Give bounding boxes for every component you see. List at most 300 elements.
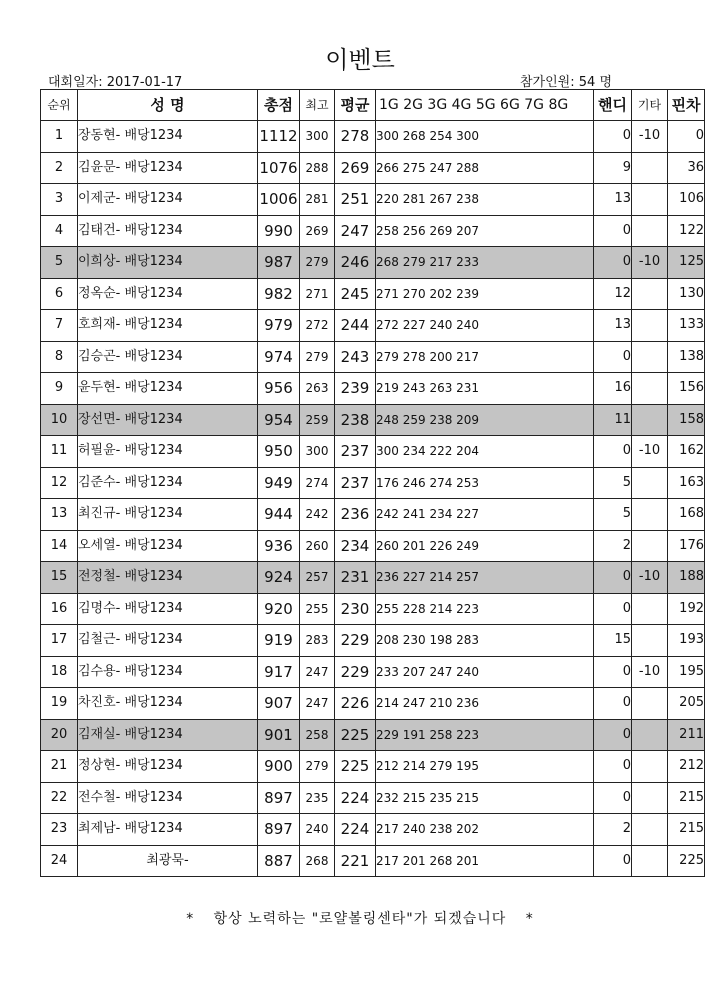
player-club: 배당1234: [124, 789, 183, 805]
player-club: 배당1234: [124, 821, 183, 837]
row-high-score: 263: [300, 373, 335, 405]
row-pin-diff: 205: [668, 688, 705, 720]
row-average: 247: [335, 215, 376, 247]
row-pin-diff: 106: [668, 184, 705, 216]
row-pin-diff: 125: [668, 247, 705, 279]
row-name: [78, 121, 258, 153]
row-rank: 3: [41, 184, 78, 216]
row-handicap: 5: [594, 499, 632, 531]
player-club: 배당1234: [124, 600, 183, 616]
row-high-score: 269: [300, 215, 335, 247]
player-name: 김수용-: [78, 663, 121, 679]
row-high-score: 271: [300, 278, 335, 310]
player-name: 오세열-: [78, 537, 121, 553]
row-average: 236: [335, 499, 376, 531]
row-total: 956: [258, 373, 300, 405]
row-high-score: 288: [300, 152, 335, 184]
col-handi-header: 핸디: [594, 90, 632, 121]
row-average: 251: [335, 184, 376, 216]
results-body: [41, 121, 705, 877]
row-game-scores: 233 207 247 240: [376, 656, 594, 688]
row-average: 234: [335, 530, 376, 562]
row-name: [78, 530, 258, 562]
row-average: 246: [335, 247, 376, 279]
row-name: [78, 656, 258, 688]
row-name: [78, 625, 258, 657]
row-game-scores: 232 215 235 215: [376, 782, 594, 814]
row-high-score: 268: [300, 845, 335, 877]
row-high-score: 247: [300, 656, 335, 688]
row-pin-diff: 158: [668, 404, 705, 436]
row-average: 243: [335, 341, 376, 373]
col-rank-header: 순위: [41, 90, 78, 121]
player-name: 김준수-: [78, 474, 121, 490]
row-pin-diff: 156: [668, 373, 705, 405]
row-etc: [632, 751, 668, 783]
table-header-row: [41, 90, 705, 121]
row-game-scores: 229 191 258 223: [376, 719, 594, 751]
row-handicap: 15: [594, 625, 632, 657]
row-handicap: 13: [594, 184, 632, 216]
row-etc: -10: [632, 562, 668, 594]
player-name: 이제군-: [78, 191, 121, 207]
table-row: [41, 152, 705, 184]
row-game-scores: 255 228 214 223: [376, 593, 594, 625]
row-etc: -10: [632, 121, 668, 153]
row-game-scores: 279 278 200 217: [376, 341, 594, 373]
row-average: 224: [335, 814, 376, 846]
row-high-score: 279: [300, 751, 335, 783]
page-title: 이벤트: [325, 46, 395, 74]
event-date-value: 2017-01-17: [106, 75, 183, 90]
footer-star-left: *: [186, 911, 195, 927]
player-name: 김철근-: [78, 632, 121, 648]
player-name: 윤두현-: [78, 380, 121, 396]
row-rank: 19: [41, 688, 78, 720]
table-row: [41, 184, 705, 216]
row-name: [78, 184, 258, 216]
player-name: 호희재-: [78, 317, 121, 333]
row-rank: 5: [41, 247, 78, 279]
row-rank: 22: [41, 782, 78, 814]
row-average: 229: [335, 656, 376, 688]
player-club: 배당1234: [124, 695, 183, 711]
player-club: 배당1234: [124, 254, 183, 270]
row-name: [78, 688, 258, 720]
row-average: 225: [335, 719, 376, 751]
player-name: 김승곤-: [78, 348, 121, 364]
col-diff-header: 핀차: [668, 90, 705, 121]
row-etc: [632, 404, 668, 436]
table-row: [41, 247, 705, 279]
row-name: [78, 499, 258, 531]
row-pin-diff: 176: [668, 530, 705, 562]
row-rank: 9: [41, 373, 78, 405]
player-name: 전수철-: [78, 789, 121, 805]
col-high-header: 최고: [300, 90, 335, 121]
row-rank: 12: [41, 467, 78, 499]
row-average: 226: [335, 688, 376, 720]
row-etc: [632, 278, 668, 310]
col-games-header: 1G 2G 3G 4G 5G 6G 7G 8G: [376, 90, 594, 121]
row-handicap: 0: [594, 688, 632, 720]
row-rank: 15: [41, 562, 78, 594]
row-name: [78, 751, 258, 783]
table-row: [41, 562, 705, 594]
player-name: 김명수-: [78, 600, 121, 616]
row-etc: [632, 467, 668, 499]
row-name: [78, 845, 258, 877]
row-high-score: 258: [300, 719, 335, 751]
row-total: 990: [258, 215, 300, 247]
row-rank: 20: [41, 719, 78, 751]
row-rank: 4: [41, 215, 78, 247]
row-etc: [632, 310, 668, 342]
row-pin-diff: 122: [668, 215, 705, 247]
row-average: 237: [335, 467, 376, 499]
row-etc: -10: [632, 436, 668, 468]
table-row: [41, 499, 705, 531]
player-name: 허필윤-: [78, 443, 121, 459]
row-handicap: 0: [594, 121, 632, 153]
row-name: [78, 152, 258, 184]
row-total: 897: [258, 814, 300, 846]
footer-message: [0, 908, 720, 928]
row-rank: 7: [41, 310, 78, 342]
row-game-scores: 248 259 238 209: [376, 404, 594, 436]
row-handicap: 0: [594, 845, 632, 877]
row-total: 920: [258, 593, 300, 625]
row-high-score: 274: [300, 467, 335, 499]
row-total: 887: [258, 845, 300, 877]
row-name: [78, 562, 258, 594]
row-handicap: 0: [594, 593, 632, 625]
row-high-score: 279: [300, 341, 335, 373]
row-pin-diff: 188: [668, 562, 705, 594]
row-game-scores: 212 214 279 195: [376, 751, 594, 783]
row-handicap: 5: [594, 467, 632, 499]
row-pin-diff: 215: [668, 782, 705, 814]
row-name: [78, 782, 258, 814]
player-name: 정상현-: [78, 758, 121, 774]
row-rank: 17: [41, 625, 78, 657]
row-handicap: 2: [594, 814, 632, 846]
player-club: 배당1234: [124, 474, 183, 490]
row-etc: [632, 373, 668, 405]
row-high-score: 281: [300, 184, 335, 216]
row-name: [78, 593, 258, 625]
player-name: 장선면-: [78, 411, 121, 427]
row-average: 238: [335, 404, 376, 436]
table-row: [41, 656, 705, 688]
table-row: [41, 530, 705, 562]
row-total: 949: [258, 467, 300, 499]
row-name: [78, 467, 258, 499]
row-name: [78, 278, 258, 310]
row-average: 229: [335, 625, 376, 657]
row-high-score: 235: [300, 782, 335, 814]
player-club: 배당1234: [124, 569, 183, 585]
row-etc: [632, 688, 668, 720]
row-rank: 21: [41, 751, 78, 783]
player-club: 배당1234: [124, 285, 183, 301]
row-rank: 18: [41, 656, 78, 688]
row-game-scores: 271 270 202 239: [376, 278, 594, 310]
player-name: 김재실-: [78, 726, 121, 742]
row-pin-diff: 195: [668, 656, 705, 688]
player-club: 배당1234: [124, 380, 183, 396]
table-row: [41, 404, 705, 436]
row-etc: [632, 593, 668, 625]
row-total: 917: [258, 656, 300, 688]
row-game-scores: 266 275 247 288: [376, 152, 594, 184]
row-game-scores: 272 227 240 240: [376, 310, 594, 342]
row-handicap: 0: [594, 341, 632, 373]
row-etc: [632, 530, 668, 562]
row-handicap: 0: [594, 247, 632, 279]
row-name: [78, 404, 258, 436]
table-row: [41, 373, 705, 405]
row-total: 919: [258, 625, 300, 657]
row-high-score: 242: [300, 499, 335, 531]
table-row: [41, 121, 705, 153]
player-name: 정옥순-: [78, 285, 121, 301]
row-etc: [632, 499, 668, 531]
row-etc: [632, 341, 668, 373]
row-high-score: 300: [300, 436, 335, 468]
row-name: [78, 215, 258, 247]
row-rank: 16: [41, 593, 78, 625]
row-game-scores: 242 241 234 227: [376, 499, 594, 531]
row-high-score: 272: [300, 310, 335, 342]
table-row: [41, 845, 705, 877]
row-total: 982: [258, 278, 300, 310]
row-pin-diff: 163: [668, 467, 705, 499]
row-handicap: 13: [594, 310, 632, 342]
row-high-score: 300: [300, 121, 335, 153]
row-game-scores: 176 246 274 253: [376, 467, 594, 499]
player-name: 김태건-: [78, 222, 121, 238]
player-name: 최진규-: [78, 506, 121, 522]
row-game-scores: 258 256 269 207: [376, 215, 594, 247]
row-handicap: 9: [594, 152, 632, 184]
row-total: 900: [258, 751, 300, 783]
col-avg-header: 평균: [335, 90, 376, 121]
row-pin-diff: 192: [668, 593, 705, 625]
row-high-score: 240: [300, 814, 335, 846]
row-pin-diff: 0: [668, 121, 705, 153]
row-pin-diff: 193: [668, 625, 705, 657]
player-club: 배당1234: [124, 191, 183, 207]
row-average: 239: [335, 373, 376, 405]
player-club: 배당1234: [124, 128, 183, 144]
player-club: 배당1234: [124, 411, 183, 427]
row-high-score: 255: [300, 593, 335, 625]
player-name: 차진호-: [78, 695, 121, 711]
table-row: [41, 593, 705, 625]
row-total: 979: [258, 310, 300, 342]
player-club: 배당1234: [124, 506, 183, 522]
row-rank: 1: [41, 121, 78, 153]
row-total: 974: [258, 341, 300, 373]
row-name: [78, 814, 258, 846]
table-row: [41, 814, 705, 846]
row-game-scores: 300 268 254 300: [376, 121, 594, 153]
row-handicap: 11: [594, 404, 632, 436]
row-name: [78, 373, 258, 405]
player-name: 이희상-: [78, 254, 121, 270]
row-handicap: 16: [594, 373, 632, 405]
table-row: [41, 688, 705, 720]
player-club: 배당1234: [124, 758, 183, 774]
row-handicap: 12: [594, 278, 632, 310]
row-name: [78, 247, 258, 279]
row-game-scores: 260 201 226 249: [376, 530, 594, 562]
player-name: 최광묵-: [146, 852, 189, 868]
col-total-header: 총점: [258, 90, 300, 121]
row-total: 944: [258, 499, 300, 531]
row-rank: 6: [41, 278, 78, 310]
row-rank: 10: [41, 404, 78, 436]
footer-star-right: *: [525, 911, 534, 927]
row-total: 924: [258, 562, 300, 594]
row-average: 245: [335, 278, 376, 310]
row-pin-diff: 215: [668, 814, 705, 846]
participant-count: [520, 71, 612, 90]
row-name: [78, 310, 258, 342]
row-pin-diff: 225: [668, 845, 705, 877]
row-etc: -10: [632, 247, 668, 279]
row-etc: -10: [632, 656, 668, 688]
event-date: [48, 71, 182, 90]
player-name: 최제남-: [78, 821, 121, 837]
row-pin-diff: 168: [668, 499, 705, 531]
row-average: 244: [335, 310, 376, 342]
row-name: [78, 341, 258, 373]
row-high-score: 257: [300, 562, 335, 594]
row-game-scores: 268 279 217 233: [376, 247, 594, 279]
table-row: [41, 436, 705, 468]
row-pin-diff: 130: [668, 278, 705, 310]
row-average: 224: [335, 782, 376, 814]
row-pin-diff: 36: [668, 152, 705, 184]
player-name: 장동현-: [78, 128, 121, 144]
row-game-scores: 220 281 267 238: [376, 184, 594, 216]
row-handicap: 0: [594, 751, 632, 783]
row-name: [78, 436, 258, 468]
row-pin-diff: 162: [668, 436, 705, 468]
row-handicap: 0: [594, 656, 632, 688]
row-handicap: 0: [594, 719, 632, 751]
table-row: [41, 278, 705, 310]
row-average: 278: [335, 121, 376, 153]
row-game-scores: 208 230 198 283: [376, 625, 594, 657]
row-rank: 14: [41, 530, 78, 562]
row-high-score: 283: [300, 625, 335, 657]
player-club: 배당1234: [124, 443, 183, 459]
player-club: 배당1234: [124, 317, 183, 333]
results-table: [40, 89, 705, 877]
table-row: [41, 310, 705, 342]
row-etc: [632, 152, 668, 184]
row-rank: 8: [41, 341, 78, 373]
player-club: 배당1234: [124, 663, 183, 679]
row-rank: 23: [41, 814, 78, 846]
event-date-label: 대회일자:: [48, 75, 103, 90]
row-etc: [632, 184, 668, 216]
table-row: [41, 625, 705, 657]
participant-count-value: 54 명: [578, 75, 612, 90]
row-game-scores: 300 234 222 204: [376, 436, 594, 468]
row-total: 897: [258, 782, 300, 814]
row-etc: [632, 719, 668, 751]
row-name: [78, 719, 258, 751]
row-average: 231: [335, 562, 376, 594]
row-handicap: 0: [594, 215, 632, 247]
row-average: 221: [335, 845, 376, 877]
col-name-header: 성 명: [78, 90, 258, 121]
row-game-scores: 217 201 268 201: [376, 845, 594, 877]
row-total: 936: [258, 530, 300, 562]
player-name: 전정철-: [78, 569, 121, 585]
row-total: 987: [258, 247, 300, 279]
col-etc-header: 기타: [632, 90, 668, 121]
row-average: 269: [335, 152, 376, 184]
row-total: 907: [258, 688, 300, 720]
row-game-scores: 219 243 263 231: [376, 373, 594, 405]
row-etc: [632, 625, 668, 657]
row-average: 230: [335, 593, 376, 625]
row-average: 237: [335, 436, 376, 468]
row-etc: [632, 845, 668, 877]
row-high-score: 259: [300, 404, 335, 436]
row-high-score: 279: [300, 247, 335, 279]
player-club: 배당1234: [124, 632, 183, 648]
row-pin-diff: 212: [668, 751, 705, 783]
row-etc: [632, 814, 668, 846]
player-club: 배당1234: [124, 537, 183, 553]
row-high-score: 247: [300, 688, 335, 720]
player-club: 배당1234: [124, 222, 183, 238]
player-club: 배당1234: [124, 348, 183, 364]
row-handicap: 0: [594, 782, 632, 814]
row-rank: 24: [41, 845, 78, 877]
row-game-scores: 217 240 238 202: [376, 814, 594, 846]
row-etc: [632, 215, 668, 247]
player-club: 배당1234: [124, 726, 183, 742]
row-average: 225: [335, 751, 376, 783]
participant-count-label: 참가인원:: [520, 75, 575, 90]
row-pin-diff: 211: [668, 719, 705, 751]
table-row: [41, 341, 705, 373]
row-game-scores: 214 247 210 236: [376, 688, 594, 720]
player-name: 김윤문-: [78, 159, 121, 175]
row-pin-diff: 138: [668, 341, 705, 373]
row-total: 1006: [258, 184, 300, 216]
table-row: [41, 467, 705, 499]
row-pin-diff: 133: [668, 310, 705, 342]
row-total: 1112: [258, 121, 300, 153]
row-rank: 13: [41, 499, 78, 531]
row-total: 901: [258, 719, 300, 751]
row-total: 954: [258, 404, 300, 436]
table-row: [41, 215, 705, 247]
row-etc: [632, 782, 668, 814]
row-high-score: 260: [300, 530, 335, 562]
row-total: 950: [258, 436, 300, 468]
row-total: 1076: [258, 152, 300, 184]
row-rank: 11: [41, 436, 78, 468]
